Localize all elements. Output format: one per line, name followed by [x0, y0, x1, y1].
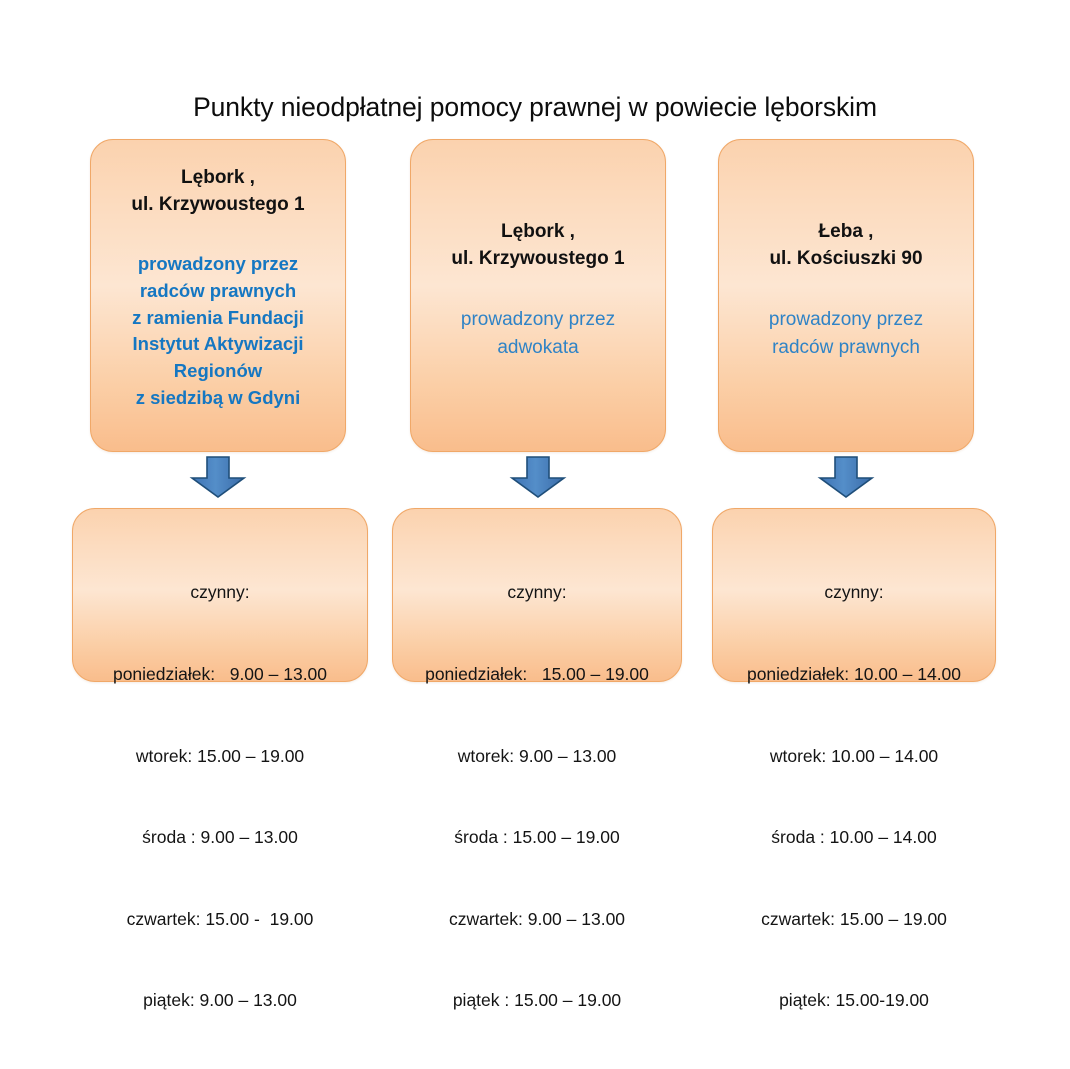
schedule-row: piątek: 15.00-19.00	[779, 990, 929, 1011]
provider-line: prowadzony przez	[137, 253, 299, 274]
address-block-3	[719, 219, 973, 273]
schedule-row: poniedziałek: 15.00 – 19.00	[425, 664, 649, 685]
city-label-3: Łeba ,	[818, 221, 874, 242]
street-label-1: ul. Krzywoustego 1	[131, 193, 305, 215]
provider-line: Instytut Aktywizacji	[132, 333, 304, 355]
provider-line: z siedzibą w Gdyni	[135, 387, 301, 409]
schedule-header: czynny:	[507, 582, 567, 603]
city-label-2: Lębork ,	[501, 221, 575, 242]
schedule-row: środa : 10.00 – 14.00	[771, 827, 937, 848]
location-panel-3	[718, 139, 974, 452]
provider-line: radców prawnych	[772, 336, 920, 358]
schedule-panel-1	[72, 508, 368, 1011]
provider-line: z ramienia Fundacji	[132, 306, 304, 328]
down-arrow-icon	[190, 456, 246, 498]
schedule-text-2	[393, 525, 681, 1069]
provider-line: adwokata	[497, 336, 579, 358]
provider-block-3	[719, 306, 973, 361]
schedule-panel-2	[392, 508, 682, 1011]
schedule-row: środa : 9.00 – 13.00	[142, 827, 298, 848]
schedule-text-1	[73, 525, 367, 1069]
schedule-row: czwartek: 9.00 – 13.00	[448, 908, 626, 929]
schedule-panel-3	[712, 508, 996, 1011]
schedule-row: czwartek: 15.00 – 19.00	[761, 908, 947, 929]
schedule-row: piątek: 9.00 – 13.00	[143, 990, 297, 1011]
schedule-header: czynny:	[824, 582, 884, 603]
schedule-text-3	[713, 525, 995, 1069]
street-label-2: ul. Krzywoustego 1	[451, 247, 625, 269]
location-panel-2	[410, 139, 666, 452]
schedule-row: wtorek: 9.00 – 13.00	[457, 745, 617, 766]
provider-block-2	[411, 306, 665, 361]
street-label-3: ul. Kościuszki 90	[769, 247, 923, 269]
address-block-1	[91, 165, 345, 219]
schedule-row: wtorek: 10.00 – 14.00	[769, 745, 939, 766]
city-label-1: Lębork ,	[181, 167, 255, 188]
schedule-row: poniedziałek: 10.00 – 14.00	[746, 664, 962, 685]
down-arrow-icon	[510, 456, 566, 498]
schedule-row: środa : 15.00 – 19.00	[454, 827, 620, 848]
schedule-row: poniedziałek: 9.00 – 13.00	[112, 664, 328, 685]
provider-line: prowadzony przez	[460, 309, 616, 330]
provider-line: radców prawnych	[139, 279, 297, 301]
location-panel-1	[90, 139, 346, 452]
schedule-row: wtorek: 15.00 – 19.00	[135, 745, 305, 766]
down-arrow-icon	[818, 456, 874, 498]
schedule-row: piątek : 15.00 – 19.00	[452, 990, 622, 1011]
page-title: Punkty nieodpłatnej pomocy prawnej w powiecie lęborskim	[193, 92, 877, 122]
provider-block-1	[91, 251, 345, 412]
address-block-2	[411, 219, 665, 273]
schedule-row: czwartek: 15.00 - 19.00	[126, 908, 314, 929]
provider-line: prowadzony przez	[768, 309, 924, 330]
provider-line: Regionów	[173, 360, 263, 382]
schedule-header: czynny:	[190, 582, 250, 603]
